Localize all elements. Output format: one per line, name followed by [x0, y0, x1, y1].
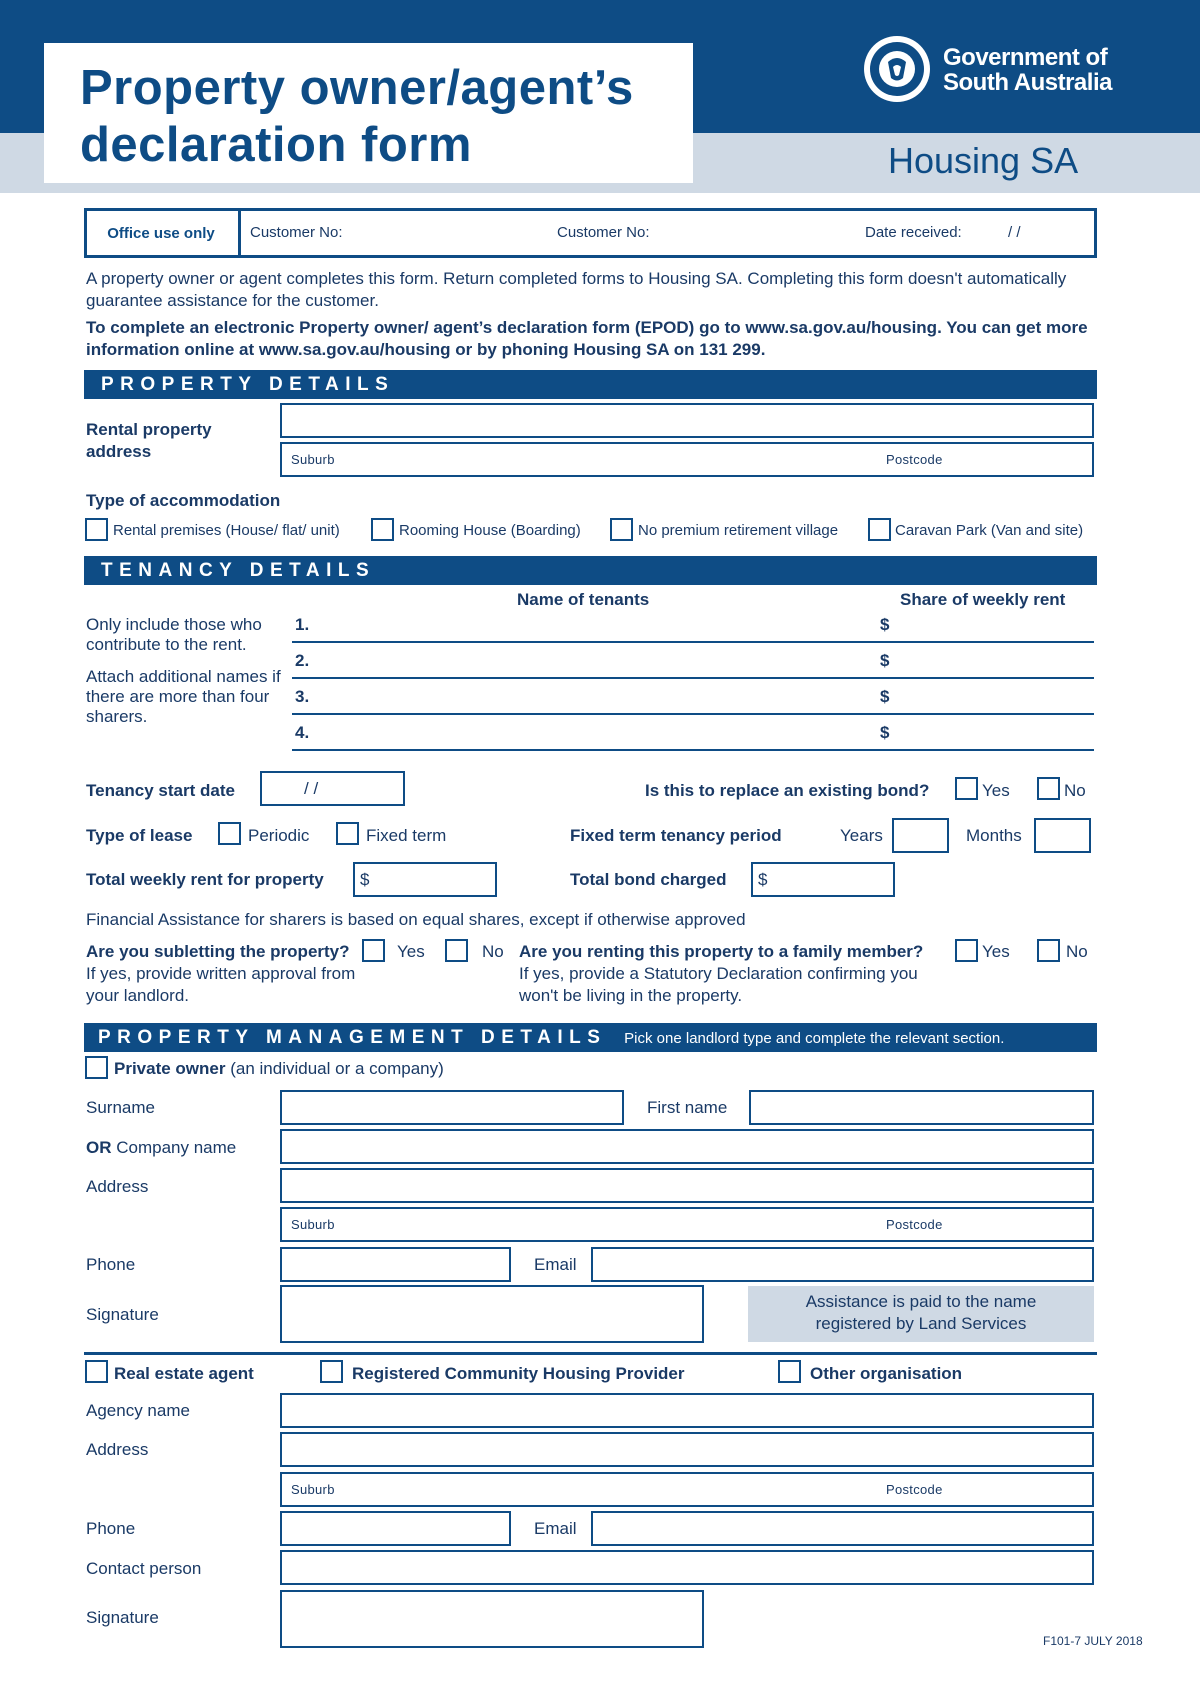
surname-input[interactable]	[280, 1090, 624, 1125]
other-organisation-label: Other organisation	[810, 1364, 963, 1383]
contact-person-input[interactable]	[280, 1550, 1094, 1585]
agency-signature-input[interactable]	[280, 1590, 704, 1648]
bond-charged-input[interactable]	[751, 862, 895, 897]
dollar-sign: $	[880, 651, 890, 670]
tenant-row-line[interactable]	[292, 713, 1094, 715]
dollar-sign: $	[758, 870, 768, 889]
checkbox-bond-yes[interactable]	[955, 777, 978, 800]
months-input[interactable]	[1034, 818, 1091, 853]
intro-text: A property owner or agent completes this form. Return completed forms to Housing SA. Completing this form doesn't automatically guarantee assistance for the customer.	[86, 269, 1067, 310]
owner-address-input[interactable]	[280, 1168, 1094, 1203]
option-retirement-village: No premium retirement village	[638, 522, 839, 539]
weekly-rent-input[interactable]	[353, 862, 497, 897]
community-housing-label: Registered Community Housing Provider	[352, 1364, 685, 1383]
suburb-label: Suburb	[291, 1482, 335, 1497]
dollar-sign: $	[880, 687, 890, 706]
company-name-row	[86, 1138, 236, 1158]
office-use-label: Office use only	[84, 208, 241, 258]
yes-label: Yes	[982, 781, 1010, 800]
postcode-label: Postcode	[886, 1482, 943, 1497]
first-name-input[interactable]	[749, 1090, 1094, 1125]
checkbox-retirement-village[interactable]	[610, 518, 633, 541]
customer-no-label-2: Customer No:	[557, 224, 650, 241]
agency-email-input[interactable]	[591, 1511, 1094, 1546]
owner-address-label: Address	[86, 1177, 149, 1196]
start-date-separators: / /	[304, 779, 319, 798]
agency-address-label: Address	[86, 1440, 149, 1459]
tenant-row-line[interactable]	[292, 749, 1094, 751]
tenancy-details-heading: TENANCY DETAILS	[84, 556, 1097, 585]
subletting-note: If yes, provide written approval from your landlord.	[86, 964, 356, 1005]
checkbox-family-yes[interactable]	[955, 939, 978, 962]
checkbox-caravan-park[interactable]	[868, 518, 891, 541]
rental-suburb-input[interactable]	[280, 442, 1094, 477]
checkbox-real-estate-agent[interactable]	[85, 1360, 108, 1383]
owner-signature-label: Signature	[86, 1305, 159, 1324]
tenant-row-line[interactable]	[292, 677, 1094, 679]
property-details-heading: PROPERTY DETAILS	[84, 370, 1097, 399]
lease-type-label: Type of lease	[86, 826, 193, 845]
fixed-term-period-label: Fixed term tenancy period	[570, 826, 782, 845]
tenant-row-line[interactable]	[292, 641, 1094, 643]
option-caravan-park: Caravan Park (Van and site)	[895, 522, 1084, 539]
owner-suburb-input[interactable]	[280, 1207, 1094, 1242]
date-received-label: Date received:	[865, 224, 962, 241]
option-rental-premises: Rental premises (House/ flat/ unit)	[113, 522, 340, 539]
agency-address-input[interactable]	[280, 1432, 1094, 1467]
management-heading-note: Pick one landlord type and complete the relevant section.	[624, 1030, 1005, 1047]
intro-bold-text: To complete an electronic Property owner/ agent’s declaration form (EPOD) go to www.sa.gov.au/housing. You can get more information online at www.sa.gov.au/housing or by phoning Housing SA on 131 299.	[86, 318, 1088, 359]
property-management-heading	[84, 1023, 1097, 1052]
agency-name-input[interactable]	[280, 1393, 1094, 1428]
dollar-sign: $	[880, 723, 890, 742]
company-name-label: Company name	[116, 1138, 237, 1157]
checkbox-bond-no[interactable]	[1037, 777, 1060, 800]
tenant-row-number: 1.	[295, 615, 310, 634]
agency-name: Housing SA	[888, 140, 1079, 181]
dollar-sign: $	[880, 615, 890, 634]
owner-phone-label: Phone	[86, 1255, 136, 1274]
agency-suburb-input[interactable]	[280, 1472, 1094, 1507]
tenant-row-number: 2.	[295, 651, 310, 670]
yes-label: Yes	[397, 942, 425, 961]
periodic-label: Periodic	[248, 826, 310, 845]
agency-phone-label: Phone	[86, 1519, 136, 1538]
owner-email-input[interactable]	[591, 1247, 1094, 1282]
surname-label: Surname	[86, 1098, 155, 1117]
subletting-question: Are you subletting the property?	[86, 942, 350, 961]
checkbox-sublet-yes[interactable]	[362, 939, 385, 962]
agency-name-label: Agency name	[86, 1401, 190, 1420]
private-owner-row	[114, 1059, 444, 1079]
contact-person-label: Contact person	[86, 1559, 202, 1578]
form-code: F101-7 JULY 2018	[1043, 1634, 1143, 1648]
date-received-separators: / /	[1008, 224, 1021, 241]
suburb-label: Suburb	[291, 452, 335, 467]
months-label: Months	[966, 826, 1022, 845]
tenancy-start-label: Tenancy start date	[86, 781, 235, 800]
tenant-row-number: 3.	[295, 687, 310, 706]
years-input[interactable]	[892, 818, 949, 853]
company-name-input[interactable]	[280, 1129, 1094, 1164]
agency-signature-label: Signature	[86, 1608, 159, 1627]
checkbox-family-no[interactable]	[1037, 939, 1060, 962]
government-crest-logo	[862, 34, 932, 104]
fixed-term-label: Fixed term	[366, 826, 447, 845]
checkbox-rental-premises[interactable]	[85, 518, 108, 541]
tenancy-start-input[interactable]	[260, 771, 405, 806]
checkbox-other-organisation[interactable]	[778, 1360, 801, 1383]
real-estate-agent-label: Real estate agent	[114, 1364, 254, 1383]
checkbox-rooming-house[interactable]	[371, 518, 394, 541]
replace-bond-question: Is this to replace an existing bond?	[645, 781, 930, 800]
page-title: Property owner/agent’s declaration form	[80, 61, 634, 172]
years-label: Years	[840, 826, 883, 845]
owner-signature-input[interactable]	[280, 1285, 704, 1343]
first-name-label: First name	[647, 1098, 728, 1117]
no-label: No	[482, 942, 504, 961]
family-member-note: If yes, provide a Statutory Declaration confirming you won't be living in the property.	[519, 964, 918, 1005]
checkbox-sublet-no[interactable]	[445, 939, 468, 962]
accommodation-type-label: Type of accommodation	[86, 491, 281, 510]
government-name: Government of South Australia	[943, 44, 1112, 96]
assistance-note: Assistance is paid to the name registered by Land Services	[748, 1286, 1094, 1342]
checkbox-fixed-term[interactable]	[336, 822, 359, 845]
postcode-label: Postcode	[886, 1217, 943, 1232]
dollar-sign: $	[360, 870, 370, 889]
agency-phone-input[interactable]	[280, 1511, 511, 1546]
weekly-share-header: Share of weekly rent	[900, 590, 1066, 609]
private-owner-label: Private owner	[114, 1059, 226, 1078]
checkbox-private-owner[interactable]	[85, 1056, 108, 1079]
tenant-names-header: Name of tenants	[517, 590, 650, 609]
customer-no-label-1: Customer No:	[250, 224, 343, 241]
suburb-label: Suburb	[291, 1217, 335, 1232]
private-owner-note: (an individual or a company)	[230, 1059, 444, 1078]
no-label: No	[1066, 942, 1088, 961]
rental-address-input[interactable]	[280, 403, 1094, 438]
weekly-rent-label: Total weekly rent for property	[86, 870, 324, 889]
owner-phone-input[interactable]	[280, 1247, 511, 1282]
or-label: OR	[86, 1138, 112, 1157]
checkbox-community-housing[interactable]	[320, 1360, 343, 1383]
tenant-row-number: 4.	[295, 723, 310, 742]
rental-address-label: Rental property address	[86, 420, 212, 461]
financial-assistance-note: Financial Assistance for sharers is based on equal shares, except if otherwise approved	[86, 910, 746, 929]
checkbox-periodic[interactable]	[218, 822, 241, 845]
tenant-note-2: Attach additional names if there are more than four sharers.	[86, 667, 281, 726]
yes-label: Yes	[982, 942, 1010, 961]
bond-charged-label: Total bond charged	[570, 870, 727, 889]
family-member-question: Are you renting this property to a family member?	[519, 942, 924, 961]
agency-email-label: Email	[534, 1519, 577, 1538]
section-divider	[84, 1352, 1097, 1355]
owner-email-label: Email	[534, 1255, 577, 1274]
postcode-label: Postcode	[886, 452, 943, 467]
tenant-note-1: Only include those who contribute to the rent.	[86, 615, 262, 654]
no-label: No	[1064, 781, 1086, 800]
option-rooming-house: Rooming House (Boarding)	[399, 522, 581, 539]
management-heading-text: PROPERTY MANAGEMENT DETAILS	[98, 1027, 607, 1048]
